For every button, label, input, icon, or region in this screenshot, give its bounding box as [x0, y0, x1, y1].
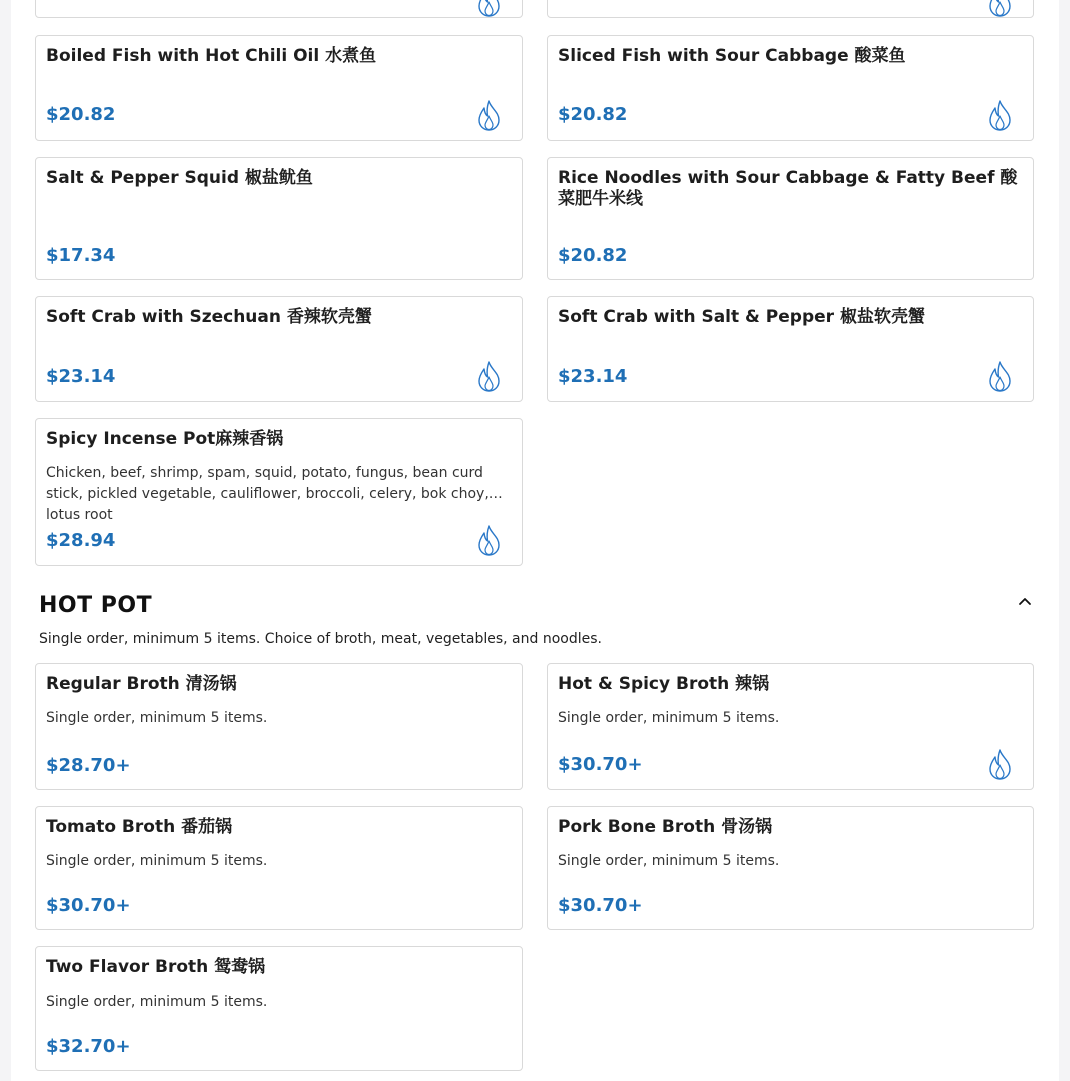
spicy-flame-icon	[986, 0, 1014, 17]
menu-item-name: Salt & Pepper Squid 椒盐鱿鱼	[46, 168, 313, 188]
menu-item-price: $30.70+	[46, 895, 131, 916]
menu-item-name: Boiled Fish with Hot Chili Oil 水煮鱼	[46, 46, 377, 66]
menu-item-name: Soft Crab with Szechuan 香辣软壳蟹	[46, 307, 372, 327]
menu-item-name: Regular Broth 清汤锅	[46, 674, 237, 694]
spicy-flame-icon	[475, 99, 503, 131]
menu-item-description: Single order, minimum 5 items.	[46, 994, 268, 1010]
section-description: Single order, minimum 5 items. Choice of broth, meat, vegetables, and noodles.	[39, 631, 602, 647]
menu-item-card[interactable]	[35, 296, 523, 402]
menu-item-card[interactable]	[547, 157, 1034, 280]
menu-item-card[interactable]	[35, 157, 523, 280]
menu-item-card[interactable]	[35, 806, 523, 930]
spicy-flame-icon	[986, 748, 1014, 780]
menu-item-price: $30.70+	[558, 754, 643, 775]
menu-item-price: $23.14	[558, 366, 628, 387]
menu-item-card[interactable]	[547, 0, 1034, 18]
menu-item-description: Chicken, beef, shrimp, spam, squid, potato, fungus, bean curd stick, pickled vegetable, cauliflower, broccoli, celery, bok choy, lotus root	[46, 465, 489, 523]
menu-item-price: $28.70+	[46, 755, 131, 776]
menu-item-price: $23.14	[46, 366, 116, 387]
menu-item-price: $20.82	[558, 245, 628, 266]
menu-item-description: Single order, minimum 5 items.	[558, 710, 780, 726]
menu-item-name: Tomato Broth 番茄锅	[46, 817, 233, 837]
menu-item-name: Spicy Incense Pot麻辣香锅	[46, 429, 284, 449]
spicy-flame-icon	[475, 524, 503, 556]
menu-item-name: Soft Crab with Salt & Pepper 椒盐软壳蟹	[558, 307, 925, 327]
menu-item-card[interactable]	[35, 663, 523, 790]
menu-item-card[interactable]	[35, 418, 523, 566]
menu-item-name: Two Flavor Broth 鸳鸯锅	[46, 957, 266, 977]
menu-item-name: Rice Noodles with Sour Cabbage & Fatty Beef 酸菜肥牛米线	[558, 168, 1018, 209]
menu-item-card[interactable]	[35, 946, 523, 1071]
chevron-up-icon[interactable]	[1014, 590, 1036, 612]
section-title: HOT POT	[39, 593, 153, 618]
menu-item-price: $20.82	[46, 104, 116, 125]
menu-item-description: Single order, minimum 5 items.	[46, 710, 268, 726]
menu-item-price: $32.70+	[46, 1036, 131, 1057]
menu-item-price: $30.70+	[558, 895, 643, 916]
menu-item-card[interactable]	[547, 806, 1034, 930]
spicy-flame-icon	[986, 360, 1014, 392]
spicy-flame-icon	[475, 360, 503, 392]
menu-item-name: Pork Bone Broth 骨汤锅	[558, 817, 773, 837]
spicy-flame-icon	[986, 99, 1014, 131]
menu-item-card[interactable]	[547, 35, 1034, 141]
menu-item-description: Single order, minimum 5 items.	[558, 853, 780, 869]
spicy-flame-icon	[475, 0, 503, 17]
menu-item-card[interactable]	[35, 0, 523, 18]
menu-item-card[interactable]	[547, 296, 1034, 402]
menu-item-name: Sliced Fish with Sour Cabbage 酸菜鱼	[558, 46, 906, 66]
menu-item-description: Single order, minimum 5 items.	[46, 853, 268, 869]
menu-item-card[interactable]	[35, 35, 523, 141]
menu-item-name: Hot & Spicy Broth 辣锅	[558, 674, 770, 694]
menu-item-price: $28.94	[46, 530, 116, 551]
menu-item-price: $17.34	[46, 245, 116, 266]
menu-page	[11, 0, 1059, 1081]
menu-item-price: $20.82	[558, 104, 628, 125]
menu-item-card[interactable]	[547, 663, 1034, 790]
